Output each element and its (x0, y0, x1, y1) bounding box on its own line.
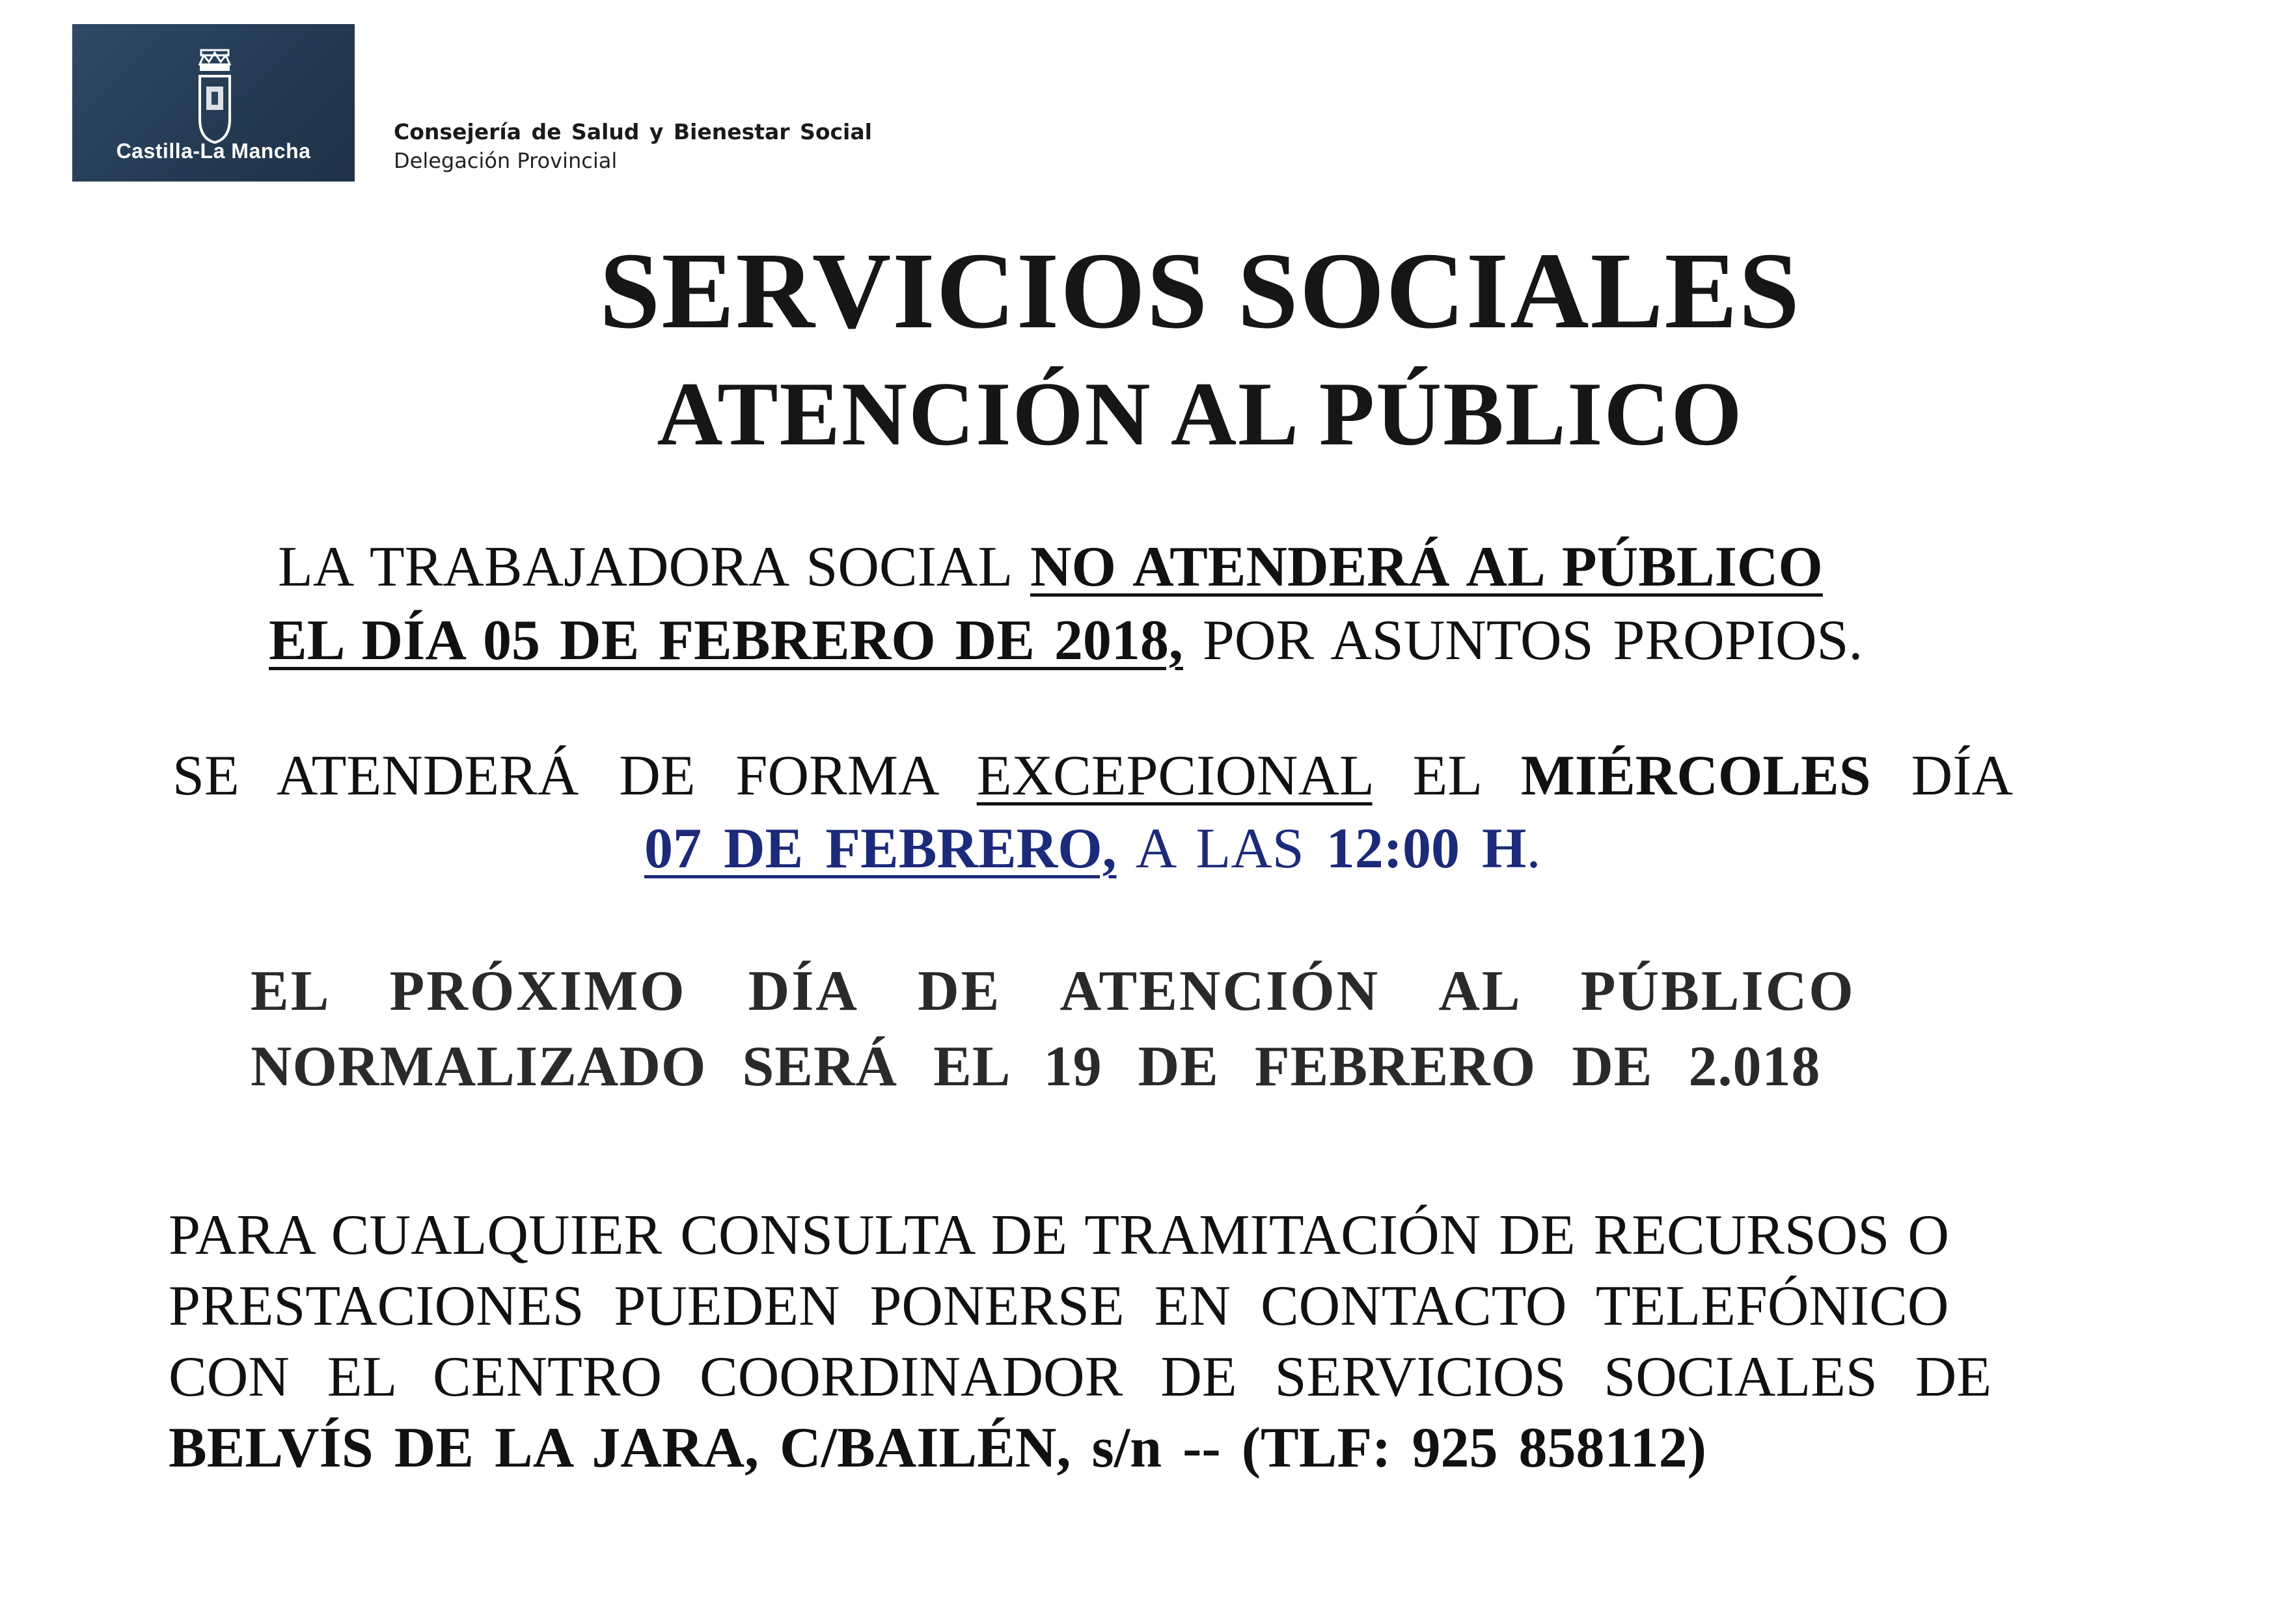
notice2-middle: EL (1372, 744, 1521, 807)
notice2-time: 12:00 H (1326, 817, 1527, 880)
notice4-line2: PRESTACIONES PUEDEN PONERSE EN CONTACTO TELEFÓNICO (169, 1275, 1949, 1338)
header-organization: Consejería de Salud y Bienestar Social (394, 119, 872, 144)
notice4-contact: BELVÍS DE LA JARA, C/BAILÉN, s/n -- (TLF: 925 858112) (169, 1416, 1706, 1480)
notice1-suffix: POR ASUNTOS PROPIOS. (1183, 609, 1863, 672)
logo-text: Castilla-La Mancha (116, 139, 311, 163)
notice1-prefix: LA TRABAJADORA SOCIAL (278, 535, 1030, 599)
notice2-period: . (1526, 817, 1541, 880)
notice2-time-prefix: A LAS (1116, 817, 1326, 880)
notice4-line3: CON EL CENTRO COORDINADOR DE SERVICIOS SOCIALES DE (169, 1346, 1992, 1409)
castilla-la-mancha-logo (72, 24, 355, 182)
notice2-line2 (644, 817, 1541, 882)
notice2-date: 07 DE FEBRERO, (644, 817, 1117, 880)
page-subtitle: ATENCIÓN AL PÚBLICO (657, 364, 1744, 465)
notice1-line1 (278, 535, 1823, 600)
header-subtitle: Delegación Provincial (394, 148, 618, 173)
notice3-line2: NORMALIZADO SERÁ EL 19 DE FEBRERO DE 2.018 (251, 1035, 1821, 1098)
notice1-line2 (269, 608, 1863, 673)
notice4-line1: PARA CUALQUIER CONSULTA DE TRAMITACIÓN DE RECURSOS O (169, 1204, 1949, 1267)
notice2-suffix: DÍA (1870, 744, 2014, 807)
notice2-prefix: SE ATENDERÁ DE FORMA (172, 744, 977, 807)
notice1-date: EL DÍA 05 DE FEBRERO DE 2018, (269, 609, 1183, 672)
notice2-excepcional: EXCEPCIONAL (976, 744, 1373, 807)
page-title: SERVICIOS SOCIALES (599, 230, 1801, 351)
crown-shield-icon (195, 47, 235, 145)
notice1-emphasis: NO ATENDERÁ AL PÚBLICO (1030, 535, 1823, 599)
notice2-weekday: MIÉRCOLES (1520, 744, 1871, 807)
notice2-line1 (172, 744, 2013, 809)
notice3-line1: EL PRÓXIMO DÍA DE ATENCIÓN AL PÚBLICO (251, 960, 1855, 1023)
